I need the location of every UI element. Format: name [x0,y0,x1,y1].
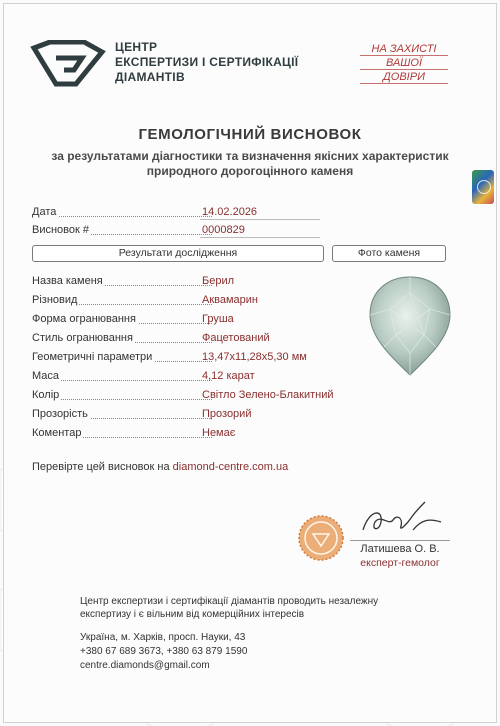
result-label: Маса [32,370,60,382]
result-label: Різновид [32,294,78,306]
results-section-header: Результати дослідження [32,245,324,262]
result-value: 4,12 карат [202,370,255,382]
number-value: 0000829 [202,224,245,236]
date-value: 14.02.2026 [202,206,258,218]
footer-line2: експертизу і є вільним від комерційних інтересів [80,609,305,620]
photo-section-header: Фото каменя [332,245,446,262]
result-label: Стиль огранювання [32,332,133,344]
result-label: Геометричні параметри [32,351,153,363]
slogan-line2: ВАШОЇ [360,57,448,70]
subtitle-line1: за результатами діагностики та визначення якісних характеристик [51,149,449,163]
organization-name [115,40,298,85]
slogan-line1: НА ЗАХИСТІ [360,43,448,56]
slogan [360,43,448,85]
result-value: 13,47х11,28х5,30 мм [202,351,307,363]
footer-line1: Центр експертизи і сертифікації діамантів проводить незалежну [80,596,379,607]
date-row [32,206,322,220]
date-label: Дата [32,206,57,218]
phones: +380 67 689 3673, +380 63 879 1590 [80,646,248,657]
result-row-cut-style [32,332,322,346]
result-row-variety [32,294,322,308]
address: Україна, м. Харків, просп. Науки, 43 [80,632,246,643]
result-row-dimensions [32,351,322,365]
verify-link[interactable]: diamond-centre.com.ua [172,461,289,473]
result-value: Немає [202,427,236,439]
document-title: ГЕМОЛОГІЧНИЙ ВИСНОВОК [138,126,362,143]
result-label: Колір [32,389,60,401]
stone-photo [366,273,454,377]
document-subtitle [20,149,480,179]
result-row-cut-shape [32,313,322,327]
result-label: Коментар [32,427,82,439]
result-value: Прозорий [202,408,252,420]
result-row-stone-name [32,275,322,289]
seal-stamp-icon [297,514,345,562]
result-label: Назва каменя [32,275,103,287]
expert-name: Латишева О. В. [350,540,450,555]
diamond-logo-icon [26,40,110,88]
org-name-line1: ЦЕНТР [115,40,158,54]
email[interactable]: centre.diamonds@gmail.com [80,660,210,671]
verify-text: Перевірте цей висновок на [32,461,170,473]
result-value: Берил [202,275,235,287]
result-value: Аквамарин [202,294,259,306]
result-label: Прозорість [32,408,88,420]
hologram-sticker-icon [472,170,494,204]
org-name-line3: ДІАМАНТІВ [115,70,185,84]
subtitle-line2: природного дорогоцінного каменя [146,164,354,178]
leader-dots [32,216,212,217]
result-row-comment [32,427,322,441]
signature-icon [355,500,445,540]
result-value: Світло Зелено-Блакитний [202,389,334,401]
expert-role: експерт-гемолог [360,557,440,569]
result-row-weight [32,370,322,384]
result-row-color [32,389,334,403]
number-row [32,224,322,238]
footer-statement [80,595,430,621]
org-name-line2: ЕКСПЕРТИЗИ І СЕРТИФІКАЦІЇ [115,55,299,69]
number-label: Висновок # [32,224,89,236]
result-label: Форма огранювання [32,313,136,325]
value-underline [200,237,320,238]
verify-line [32,461,288,473]
result-value: Груша [202,313,234,325]
slogan-line3: ДОВІРИ [360,71,448,84]
contact-block [80,631,380,673]
result-row-clarity [32,408,322,422]
result-value: Фацетований [202,332,270,344]
value-underline [200,219,320,220]
